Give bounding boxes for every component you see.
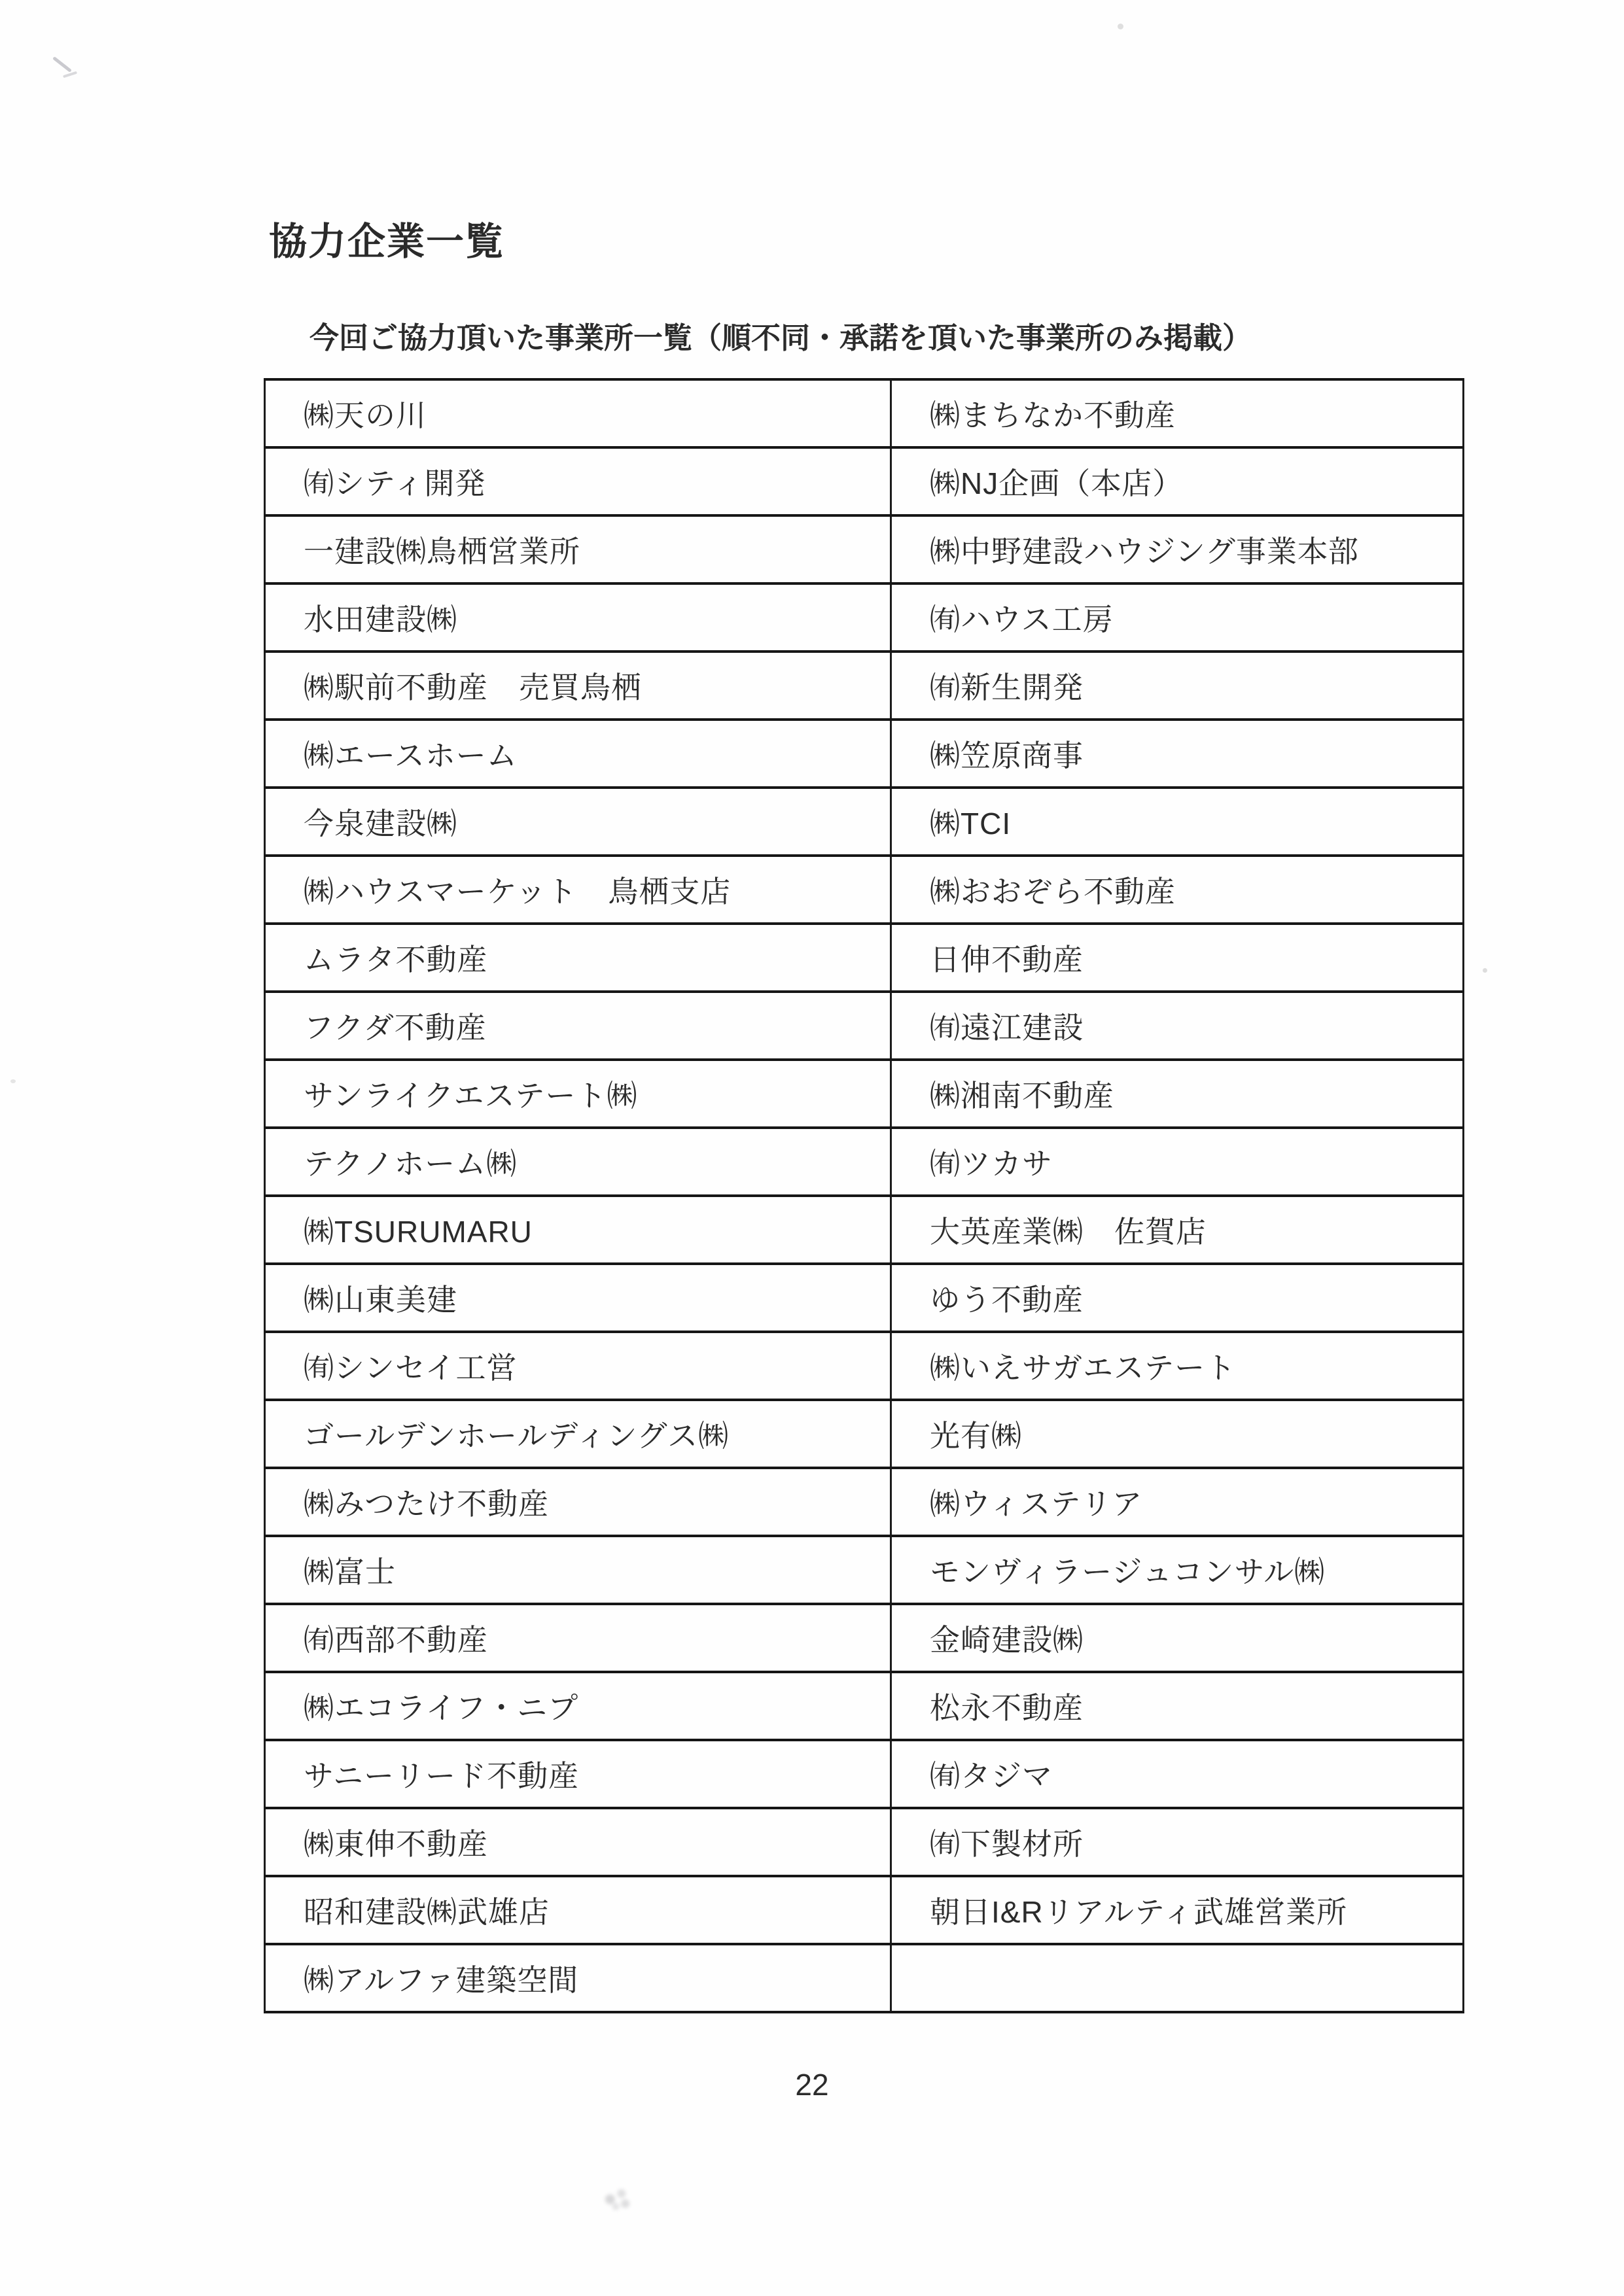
company-cell-right xyxy=(891,1944,1464,2012)
company-cell-right: ㈲ツカサ xyxy=(891,1128,1464,1196)
company-cell-left: ㈱みつたけ不動産 xyxy=(265,1468,891,1536)
company-cell-left: テクノホーム㈱ xyxy=(265,1128,891,1196)
company-cell-left: ゴールデンホールディングス㈱ xyxy=(265,1400,891,1468)
company-cell-left: ㈱エコライフ・ニプ xyxy=(265,1672,891,1740)
table-row xyxy=(265,1876,1464,1944)
company-cell-left: サニーリード不動産 xyxy=(265,1740,891,1808)
company-cell-right: 朝日I&Rリアルティ武雄営業所 xyxy=(891,1876,1464,1944)
company-cell-right: ㈱いえサガエステート xyxy=(891,1332,1464,1400)
company-cell-right: ㈲タジマ xyxy=(891,1740,1464,1808)
company-cell-right: ㈱中野建設ハウジング事業本部 xyxy=(891,515,1464,583)
company-cell-right: ㈲新生開発 xyxy=(891,652,1464,720)
company-cell-left: 水田建設㈱ xyxy=(265,583,891,652)
page-title: 協力企業一覧 xyxy=(269,220,505,263)
company-cell-left: ㈱東伸不動産 xyxy=(265,1808,891,1876)
table-row xyxy=(265,652,1464,720)
company-cell-right: ㈲遠江建設 xyxy=(891,992,1464,1060)
company-cell-right: ㈱笠原商事 xyxy=(891,720,1464,788)
pen-mark xyxy=(52,56,72,73)
table-row xyxy=(265,515,1464,583)
company-cell-right: ㈱ウィステリア xyxy=(891,1468,1464,1536)
table-row xyxy=(265,1740,1464,1808)
company-cell-right: ㈱TCI xyxy=(891,788,1464,856)
scan-speck xyxy=(10,1079,16,1083)
company-cell-right: ㈲下製材所 xyxy=(891,1808,1464,1876)
pen-mark xyxy=(63,71,77,78)
company-cell-left: 一建設㈱鳥栖営業所 xyxy=(265,515,891,583)
company-cell-left: ㈱アルファ建築空間 xyxy=(265,1944,891,2012)
table-row xyxy=(265,1332,1464,1400)
table-row xyxy=(265,1468,1464,1536)
company-cell-left: フクダ不動産 xyxy=(265,992,891,1060)
table-row xyxy=(265,1264,1464,1332)
company-cell-right: ㈱湘南不動産 xyxy=(891,1060,1464,1128)
company-cell-left: ㈲シティ開発 xyxy=(265,447,891,515)
table-row xyxy=(265,1196,1464,1264)
company-cell-left: ㈱TSURUMARU xyxy=(265,1196,891,1264)
company-cell-left: ㈱山東美建 xyxy=(265,1264,891,1332)
table-row xyxy=(265,992,1464,1060)
page-number: 22 xyxy=(795,2068,829,2102)
table-row xyxy=(265,379,1464,447)
company-table-body xyxy=(265,379,1464,2012)
company-cell-right: モンヴィラージュコンサル㈱ xyxy=(891,1536,1464,1604)
company-cell-right: ㈱まちなか不動産 xyxy=(891,379,1464,447)
table-row xyxy=(265,1400,1464,1468)
page-subtitle: 今回ご協力頂いた事業所一覧（順不同・承諾を頂いた事業所のみ掲載） xyxy=(309,321,1252,355)
company-cell-right: 日伸不動産 xyxy=(891,924,1464,992)
scan-speck xyxy=(1483,968,1487,973)
scan-speck xyxy=(1118,24,1123,29)
company-cell-right: 光有㈱ xyxy=(891,1400,1464,1468)
table-row xyxy=(265,924,1464,992)
company-cell-right: ゆう不動産 xyxy=(891,1264,1464,1332)
table-row xyxy=(265,447,1464,515)
company-cell-left: ㈲シンセイ工営 xyxy=(265,1332,891,1400)
scan-smudge xyxy=(599,2183,637,2212)
table-row xyxy=(265,1536,1464,1604)
company-cell-left: サンライクエステート㈱ xyxy=(265,1060,891,1128)
company-cell-left: 昭和建設㈱武雄店 xyxy=(265,1876,891,1944)
company-table xyxy=(264,378,1464,2013)
table-row xyxy=(265,1808,1464,1876)
company-cell-right: ㈱おおぞら不動産 xyxy=(891,856,1464,924)
table-row xyxy=(265,1060,1464,1128)
company-cell-left: 今泉建設㈱ xyxy=(265,788,891,856)
company-cell-right: 金崎建設㈱ xyxy=(891,1604,1464,1672)
company-cell-left: ㈱エースホーム xyxy=(265,720,891,788)
table-row xyxy=(265,1128,1464,1196)
company-cell-right: ㈱NJ企画（本店） xyxy=(891,447,1464,515)
company-cell-right: 大英産業㈱ 佐賀店 xyxy=(891,1196,1464,1264)
company-cell-right: 松永不動産 xyxy=(891,1672,1464,1740)
table-row xyxy=(265,856,1464,924)
table-row xyxy=(265,1944,1464,2012)
company-cell-left: ㈱天の川 xyxy=(265,379,891,447)
company-cell-left: ㈲西部不動産 xyxy=(265,1604,891,1672)
table-row xyxy=(265,1604,1464,1672)
company-cell-left: ㈱駅前不動産 売買鳥栖 xyxy=(265,652,891,720)
company-cell-left: ㈱富士 xyxy=(265,1536,891,1604)
company-cell-left: ㈱ハウスマーケット 鳥栖支店 xyxy=(265,856,891,924)
table-row xyxy=(265,720,1464,788)
table-row xyxy=(265,788,1464,856)
company-cell-left: ムラタ不動産 xyxy=(265,924,891,992)
table-row xyxy=(265,583,1464,652)
table-row xyxy=(265,1672,1464,1740)
company-cell-right: ㈲ハウス工房 xyxy=(891,583,1464,652)
